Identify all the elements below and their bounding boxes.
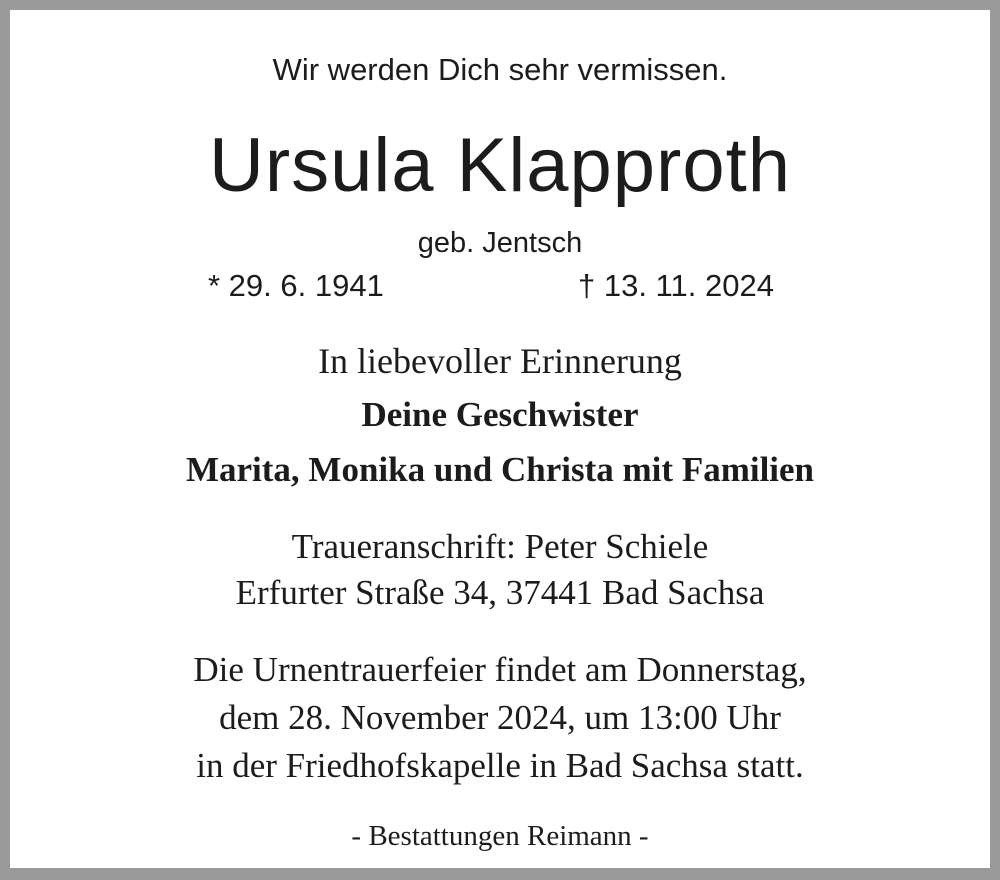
deceased-name: Ursula Klapproth [208, 123, 792, 208]
ceremony-line-3: in der Friedhofskapelle in Bad Sachsa statt. [196, 746, 804, 785]
memory-line: In liebevoller Erinnerung [318, 341, 682, 381]
sibling-names: Marita, Monika und Christa mit Familien [185, 450, 815, 489]
death-date: † 13. 11. 2024 [578, 268, 774, 303]
funeral-home: - Bestattungen Reimann - [351, 820, 649, 852]
obituary-card [10, 10, 990, 868]
ceremony-line-2: dem 28. November 2024, um 13:00 Uhr [219, 698, 781, 737]
mourning-address: Erfurter Straße 34, 37441 Bad Sachsa [235, 573, 765, 612]
motto-text: Wir werden Dich sehr vermissen. [272, 52, 728, 87]
mourning-address-label: Traueranschrift: Peter Schiele [291, 527, 709, 566]
ceremony-line-1: Die Urnentrauerfeier findet am Donnerstag, [193, 650, 807, 689]
siblings-heading: Deine Geschwister [361, 395, 639, 434]
birth-date: * 29. 6. 1941 [208, 268, 384, 303]
birth-name: geb. Jentsch [417, 227, 583, 259]
